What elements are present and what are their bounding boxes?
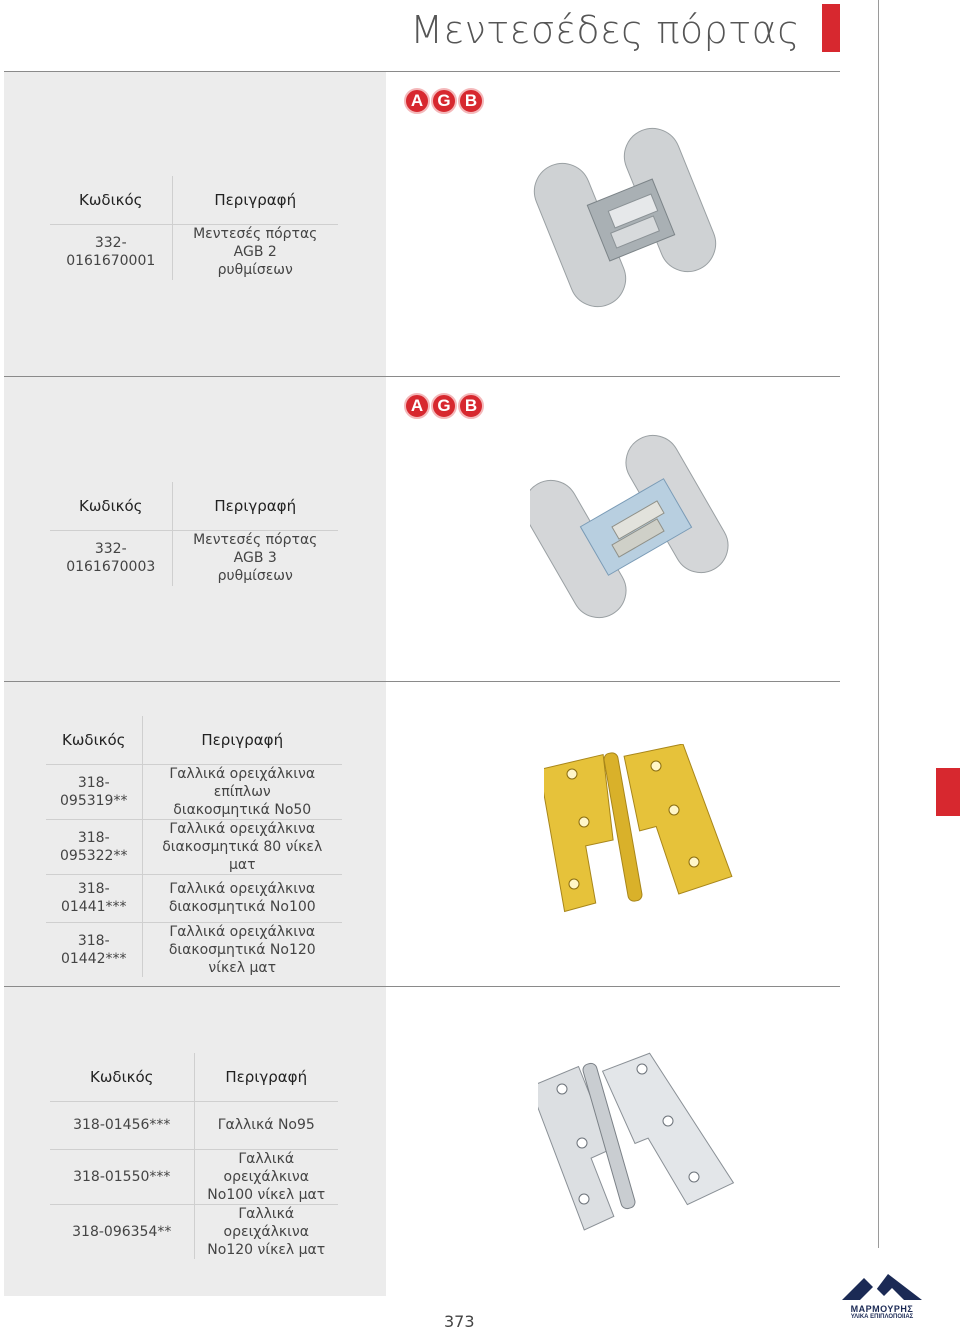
product-section-4	[4, 986, 840, 1296]
product-code: 318-096354**	[50, 1204, 194, 1259]
header-description: Περιγραφή	[214, 190, 297, 209]
header-description: Περιγραφή	[201, 730, 284, 749]
product-description: Γαλλικά ορειχάλκινα διακοσμητικά Νο100	[142, 874, 342, 922]
header-description: Περιγραφή	[214, 496, 297, 515]
table-row	[50, 1204, 338, 1259]
product-code: 332-0161670001	[50, 224, 172, 280]
product-section-2	[4, 376, 840, 682]
product-description: Γαλλικά Νο95	[194, 1101, 338, 1149]
brass-hinge-image	[544, 744, 734, 924]
product-description: Γαλλικά ορειχάλκινα διακοσμητικά 80 νίκελ ματ	[142, 819, 342, 874]
mountain-icon	[842, 1272, 922, 1300]
product-section-3	[4, 681, 840, 987]
product-code: 318-01441***	[46, 874, 142, 922]
concealed-hinge-image	[530, 429, 740, 629]
margin-divider	[878, 0, 879, 1248]
agb-logo: A G B	[404, 393, 484, 419]
table-row	[46, 874, 342, 922]
product-description: Μεντεσές πόρτας AGB 2 ρυθμίσεων	[172, 224, 338, 280]
product-code: 332-0161670003	[50, 530, 172, 586]
product-code: 318-01442***	[46, 922, 142, 977]
table-row	[50, 1149, 338, 1204]
brand-name: ΜΑΡΜΟΥΡΗΣ	[850, 1304, 914, 1314]
product-description: Μεντεσές πόρτας AGB 3 ρυθμίσεων	[172, 530, 338, 586]
page-number: 373	[444, 1312, 475, 1330]
table-row	[46, 819, 342, 874]
product-code: 318-01550***	[50, 1149, 194, 1204]
agb-logo: A G B	[404, 88, 484, 114]
table-row	[50, 530, 338, 586]
product-code: 318-01456***	[50, 1101, 194, 1149]
product-description: Γαλλικά ορειχάλκινα Νο100 νίκελ ματ	[194, 1149, 338, 1204]
chapter-tab	[936, 768, 960, 816]
brand-logo	[838, 1272, 926, 1320]
spec-table	[50, 482, 338, 586]
product-code: 318-095319**	[46, 764, 142, 819]
brand-subtitle: ΥΛΙΚΑ ΕΠΙΠΛΟΠΟΙΙΑΣ	[850, 1314, 914, 1320]
table-row	[46, 764, 342, 819]
concealed-hinge-image	[532, 120, 732, 332]
header-code: Κωδικός	[50, 482, 172, 530]
product-description: Γαλλικά ορειχάλκινα Νο120 νίκελ ματ	[194, 1204, 338, 1259]
product-section-1	[4, 71, 840, 377]
page-title: Μεντεσέδες πόρτας	[410, 8, 800, 52]
header-code: Κωδικός	[50, 176, 172, 224]
header-description: Περιγραφή	[225, 1067, 308, 1086]
product-description: Γαλλικά ορειχάλκινα διακοσμητικά Νο120 νίκελ ματ	[142, 922, 342, 977]
header-code: Κωδικός	[46, 716, 142, 764]
nickel-hinge-image	[538, 1047, 738, 1237]
table-row	[46, 922, 342, 977]
spec-table	[50, 176, 338, 280]
table-row	[50, 224, 338, 280]
spec-table	[50, 1053, 338, 1259]
product-description: Γαλλικά ορειχάλκινα επίπλων διακοσμητικά Νο50	[142, 764, 342, 819]
title-accent-bar	[822, 4, 840, 52]
header-code: Κωδικός	[50, 1053, 194, 1101]
spec-table	[46, 716, 342, 977]
table-row	[50, 1101, 338, 1149]
product-code: 318-095322**	[46, 819, 142, 874]
